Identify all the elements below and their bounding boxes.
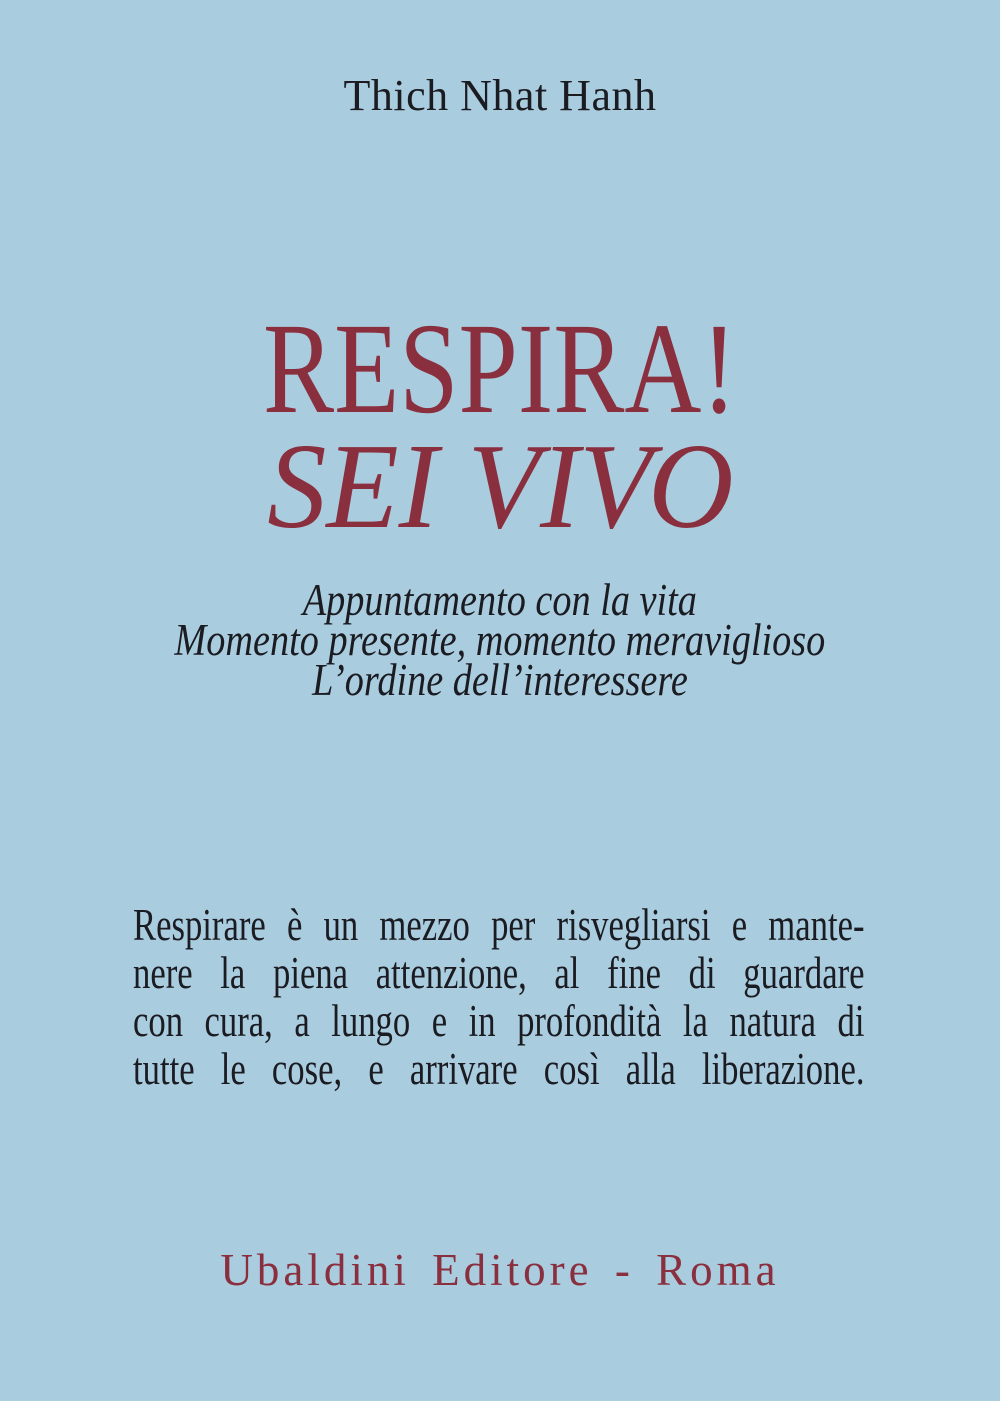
blurb-line-3: con cura, a lungo e in profondità la natura di bbox=[133, 996, 865, 1046]
book-subtitle bbox=[0, 419, 1000, 554]
contained-work-1: Appuntamento con la vita bbox=[302, 575, 698, 625]
contained-work-line bbox=[0, 575, 1000, 625]
book-subtitle-text: SEI VIVO bbox=[266, 419, 734, 554]
contained-work-2: Momento presente, momento meraviglioso bbox=[174, 615, 826, 665]
book-title bbox=[0, 297, 1000, 441]
blurb-line-4: tutte le cose, e arrivare così alla liberazione. bbox=[133, 1044, 865, 1094]
publisher-imprint: Ubaldini Editore - Roma bbox=[220, 1245, 780, 1295]
book-title-text: RESPIRA! bbox=[263, 297, 737, 441]
blurb-line-1: Respirare è un mezzo per risvegliarsi e mante- bbox=[133, 900, 865, 950]
back-blurb-paragraph bbox=[133, 900, 865, 1095]
contained-work-3: L’ordine dell’interessere bbox=[312, 655, 688, 705]
blurb-line-2: nere la piena attenzione, al fine di guardare bbox=[133, 948, 865, 998]
contained-work-line bbox=[0, 655, 1000, 705]
contained-works-list bbox=[0, 575, 1000, 705]
contained-work-line bbox=[0, 615, 1000, 665]
author-name: Thich Nhat Hanh bbox=[343, 71, 657, 120]
